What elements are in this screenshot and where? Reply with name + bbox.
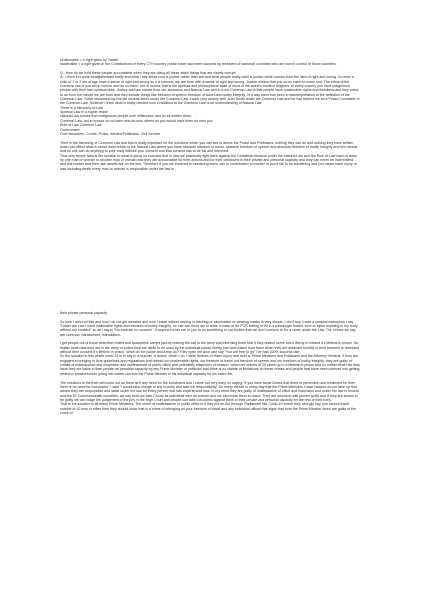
- definition-line: Unalienable = a right given by Yaweh.: [60, 58, 120, 62]
- hierarchy-line: Govt structures- Courts, Police, elected Politicians, Civil Service: [60, 131, 161, 136]
- hierarchy-line: Government: [60, 127, 80, 132]
- hierarchy-line: Common Law- act in honour do no harm and do unto others as you would have them do unto you: [60, 118, 213, 123]
- body-paragraph: I get people out of these detention hotels and quarantine camps just by making the call to the army and informing them that if they restrict some one's liberty in Ireland it's lifetime in prison. No matter what rank they are in the army or police they are liable to be sued by the individual whose liberty has been taken from them when they are detained forcibly or their freedom is restricted without their consent it's lifetime in prison. What do the police and Army do? They open the door and say "You are free to go" I've had 100% success rate.: [60, 341, 360, 355]
- document-section-top: [60, 58, 360, 171]
- question-paragraph: Q...How do we hold these people accountable when they are doing all these awful things that are clearly corrupt.: [60, 71, 237, 76]
- hierarchy-line: Natural Law comes from indigenous people over millennium and is not written down: [60, 114, 192, 119]
- body-paragraph: That very simple idea is the solution to what is going on now and that is how we practically fight back against the Globalists because under the Natural Law and the Rule of Law harm is done by one man or woman to another man or woman and they are accountable for their actions and for their omissions in their private and personal capacity and they can never be indemnified and this means that their own assets are on the line. Therefore if you are involved in murdering some one or contribution to murder or you if fail to do something and you cause harm injury or loss including death every man or woman is responsible under the law in: [60, 153, 357, 171]
- definition-line: Inalienable = a right given in the Constitutions of every CTH country (which have now been usurped by receivers of bankrupt countries who are now in control of those countries.: [60, 62, 337, 67]
- body-paragraph: So how I solve all this and how I do not get arrested and how I travel without testing or tracking or vaccination or wearing masks is very simple, I don't say I have a medical exemption I say "Under the Law I have inalienable rights and freedom of bodily integrity, no one can force me to wear a mask or do PCR testing or fill in a passenger locator form or inject anything in my body without my consent" so all I say is "No contract no consent." If anyone forces me or you to do something to our bodies that we don't consent to it's a crime under the Law. The crimes we say are coercion, harassment, intimidation.: [60, 319, 358, 337]
- hierarchy-line: There is a hierarchy of Law: [60, 105, 103, 110]
- body-paragraph: So the solution to this whole covid 19 is to say to a teacher, a doctor, which I do, I write Notices of Harm Injury and debt to Prime Ministers and Politicians and the Attorney General. If they are engaged in bringing in Acts guidelines and regulations that restrict our unalienable rights; our freedom of travel our freedom of speech and our freedom of bodily integrity, they are guilty of crimes of malfeasance and misprision and malfeasance of public office and potentially misprision of treason, which are crimes of 20 years up to a lifetime in prison and no matter what role they have they are liable in their private an personal capacity eg any Prime Minister or politician and there is no statute of limitations on these crimes and people that have been coerced into getting tested or pressured into going into hotels can sue the Prime Minister in his individual capacity for his entire life.: [60, 354, 360, 376]
- body-paragraph: That is the solution to all these Prime Ministers. The crime of malfeasance in public office is if they put an Act through Parliament like Covid 19 where they wrongly say, you cannot travel outside of 10 kms or miles then they should know that is a crime of infringing on your freedom of travel and any individual official that signs that from the Prime Minister down are guilty of the crime of: [60, 402, 357, 415]
- answer-paragraph: A...I think it is quite straightforward really and what I talk about now is justice rather than law and what people really want is justice which comes from the idea of right and wrong. So even a child of 1 or 2 yrs of age have a sense of right and wrong so it is intrinsic, we are born with a sense of right and wrong. Justice means that you do no harm to some one. The ethos of the Common law is you act in honour and do no harm, but of course that is the spiritual and philosophical base of most of the world's modern religions. In every country you have indigenous people with their own spiritual laws. Justice and law comes from our ancestors and Natural Law which is not Common Law is that people have unalienable rights and freedoms and they come to us from the minute we are born and they include things like freedom of speech freedom of travel and bodily integrity. In a way there has been a misinterpretation of the definition of the Common Law. I have reclaimed my live life several times under the Common Law. I work very closely with John Smith under the Common Law and he has trained me as a Peace Constable of the Common Law. However I think what is really needed now in addition to the Common Law is an understanding of Natural Law: [60, 75, 360, 106]
- document-section-bottom: [60, 311, 360, 415]
- body-paragraph: Then in the hierarchy of Common Law and this is really important for the solutions which you can see is above the Police and Politicians; nothing they can do and nothing they have written down can affect what is above them which is the Natural Law where you have absolute freedom to travel, absolute freedom of speech and absolute freedom of bodily integrity and this means that no one can do anything to your body without your consent and that consent has to be full and informed.: [60, 140, 358, 154]
- body-paragraph: The solutions is the truth will come out as there isn't any need for the lockdowns and I came out very early on saying "If you have some illness that there is prevention and treatment for then there is no need for lockdowns" I said "I would take charge in any country and take full responsibility" So every minute in every day that the Prime Ministers I have Noticed do not take up that advice they are responsible and liable under the law for every person that has experienced loss. In my mind they are guilty of malfeasance of office and misprision and under the law in Ireland and the 57 Commonwealth countries, we can hold our own Courts as individual men an women and we can invite them to come. They are innocent until proven guilty and if they are shown to be guilty we can lodge the judgement of the jury in the High Court and people can take out claims against them in their private and personal capacity for the rest of their lives.: [60, 380, 359, 402]
- carryover-line: their private personal capacity: [60, 311, 108, 315]
- hierarchy-line: Spiritual Law in a higher realm: [60, 110, 108, 115]
- hierarchy-line: Rule of Law Common Law: [60, 123, 102, 128]
